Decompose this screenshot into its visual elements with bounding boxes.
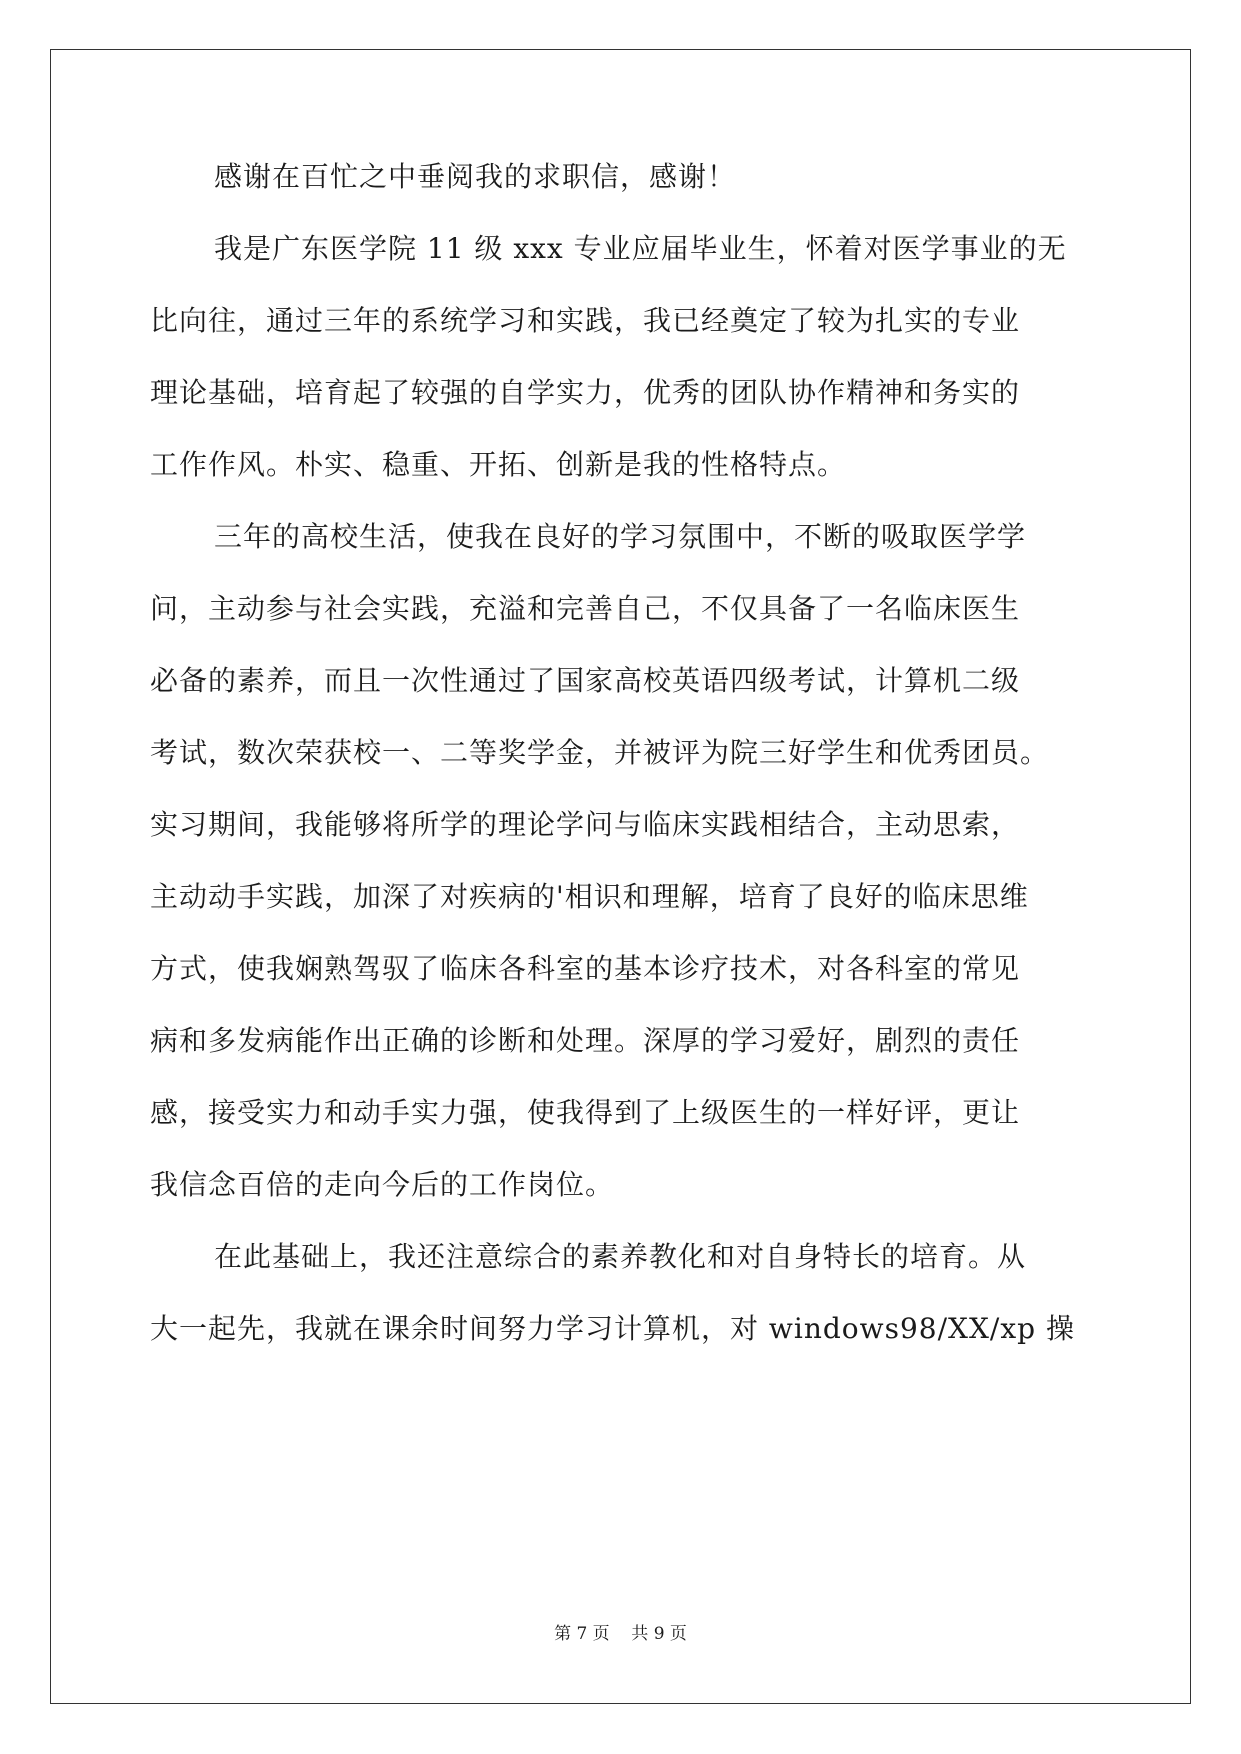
- paragraph-line-7: 问，主动参与社会实践，充溢和完善自己，不仅具备了一名临床医生: [150, 592, 1021, 625]
- paragraph-line-3: 比向往，通过三年的系统学习和实践，我已经奠定了较为扎实的专业: [150, 304, 1021, 337]
- paragraph-line-15: 我信念百倍的走向今后的工作岗位。: [150, 1168, 615, 1201]
- paragraph-line-17: 大一起先，我就在课余时间努力学习计算机，对 windows98/XX/xp 操: [150, 1312, 1075, 1345]
- paragraph-line-4: 理论基础，培育起了较强的自学实力，优秀的团队协作精神和务实的: [150, 376, 1021, 409]
- paragraph-line-8: 必备的素养，而且一次性通过了国家高校英语四级考试，计算机二级: [150, 664, 1021, 697]
- paragraph-line-6: 三年的高校生活，使我在良好的学习氛围中，不断的吸取医学学: [214, 520, 1027, 553]
- paragraph-line-9: 考试，数次荣获校一、二等奖学金，并被评为院三好学生和优秀团员。: [150, 736, 1050, 769]
- paragraph-line-2: 我是广东医学院 11 级 xxx 专业应届毕业生，怀着对医学事业的无: [214, 232, 1067, 265]
- paragraph-line-14: 感，接受实力和动手实力强，使我得到了上级医生的一样好评，更让: [150, 1096, 1021, 1129]
- paragraph-line-11: 主动动手实践，加深了对疾病的'相识和理解，培育了良好的临床思维: [150, 880, 1029, 913]
- paragraph-line-5: 工作作风。朴实、稳重、开拓、创新是我的性格特点。: [150, 448, 847, 481]
- paragraph-line-1: 感谢在百忙之中垂阅我的求职信，感谢！: [214, 160, 737, 193]
- page-number-footer: 第 7 页 共 9 页: [554, 1624, 687, 1644]
- paragraph-line-13: 病和多发病能作出正确的诊断和处理。深厚的学习爱好，剧烈的责任: [150, 1024, 1021, 1057]
- paragraph-line-12: 方式，使我娴熟驾驭了临床各科室的基本诊疗技术，对各科室的常见: [150, 952, 1021, 985]
- paragraph-line-10: 实习期间，我能够将所学的理论学问与临床实践相结合，主动思索，: [150, 808, 1021, 841]
- paragraph-line-16: 在此基础上，我还注意综合的素养教化和对自身特长的培育。从: [214, 1240, 1027, 1273]
